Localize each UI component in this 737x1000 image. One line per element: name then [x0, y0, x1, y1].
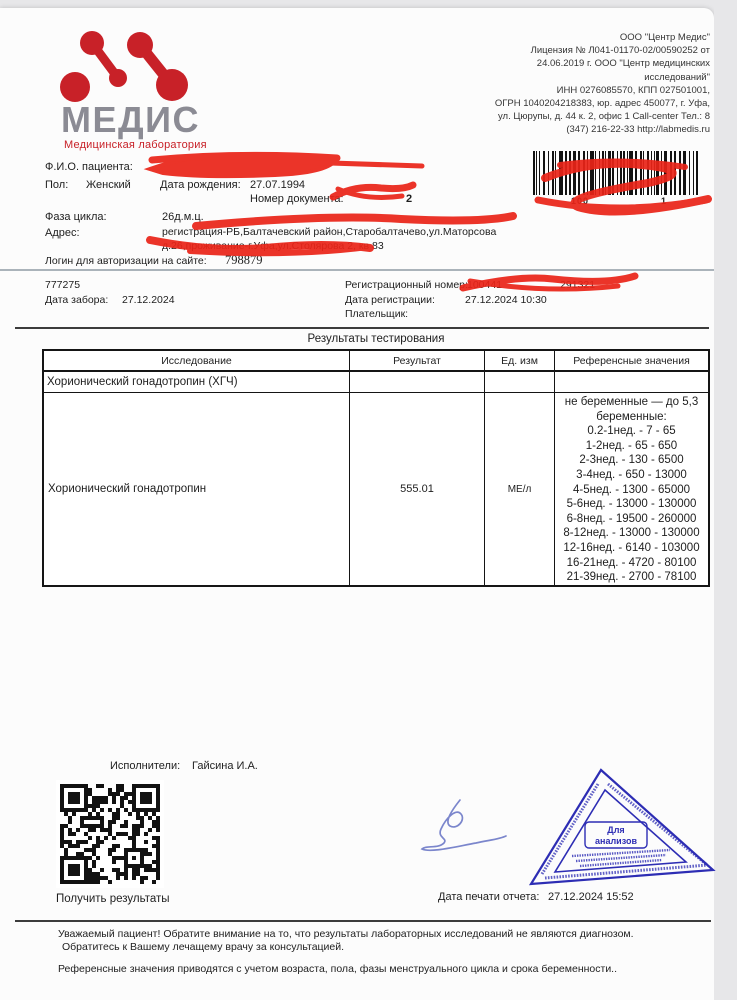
print-date-label: Дата печати отчета: — [438, 891, 540, 903]
stamp-for-analyses — [520, 760, 725, 895]
signature — [410, 792, 520, 854]
group-empty-result — [350, 372, 485, 392]
text-line: исследований" — [644, 71, 710, 83]
text-line: (347) 216-22-33 http://labmedis.ru — [566, 124, 710, 136]
text-line: беременные: — [596, 410, 667, 423]
birth-date-label: Дата рождения: — [160, 179, 241, 191]
patient-fio-label: Ф.И.О. пациента: — [45, 161, 133, 173]
table-header-row — [44, 351, 708, 372]
site-login-label: Логин для авторизации на сайте: — [45, 255, 207, 267]
text-line: 12-16нед. - 6140 - 103000 — [563, 541, 700, 554]
divider-patient — [0, 269, 714, 271]
reg-number-end: 291321 — [560, 279, 596, 291]
sample-date-label: Дата забора: — [45, 294, 109, 306]
text-line: ООО "Центр Медис" — [619, 32, 710, 43]
barcode-number-start: 100 — [570, 196, 589, 206]
text-line: Лицензия № Л041-01170-02/00590252 от — [530, 45, 710, 57]
footer-note-2: Обратитесь к Вашему лечащему врачу за консультацией. — [62, 941, 345, 953]
table-row — [44, 393, 708, 585]
group-empty-unit — [485, 372, 555, 392]
barcode — [533, 151, 705, 206]
reg-number-start: 100441 — [467, 279, 503, 291]
text-line: 1-2нед. - 65 - 650 — [585, 439, 678, 452]
group-name: Хорионический гонадотропин (ХГЧ) — [44, 372, 350, 392]
footer-note-1: Уважаемый пациент! Обратите внимание на то, что результаты лабораторных исследований не являются диагнозом. — [58, 928, 634, 940]
reg-date-value: 27.12.2024 10:30 — [465, 294, 547, 306]
address-line2: д.26,проживание-г.Уфа,ул.Столярова 2, кв 83 — [162, 240, 384, 252]
reg-number-value — [467, 279, 595, 291]
background-top-edge — [0, 0, 737, 8]
address-label: Адрес: — [45, 227, 80, 239]
birth-date-value: 27.07.1994 — [250, 179, 306, 191]
col-header-study: Исследование — [44, 351, 350, 370]
text-line: 0.2-1нед. - 7 - 65 — [587, 425, 676, 438]
site-login-value: 798879 — [225, 253, 263, 267]
stamp-text-line1: Для — [607, 825, 625, 835]
qr-code — [56, 780, 164, 888]
company-info — [400, 31, 710, 137]
sample-date-value: 27.12.2024 — [122, 294, 175, 306]
barcode-bars — [533, 151, 705, 195]
test-result: 555.01 — [350, 393, 485, 585]
col-header-unit: Ед. изм — [485, 351, 555, 370]
patient-sex-value: Женский — [86, 179, 131, 191]
print-date-value: 27.12.2024 15:52 — [548, 891, 634, 903]
barcode-number-redacted-gap — [589, 196, 661, 206]
payer-label: Плательщик: — [345, 308, 409, 320]
test-name: Хорионический гонадотропин — [44, 393, 350, 585]
barcode-number — [533, 196, 705, 206]
results-title: Результаты тестирования — [307, 333, 445, 345]
patient-sex-label: Пол: — [45, 179, 69, 191]
test-unit: МЕ/л — [485, 393, 555, 585]
brand-subtitle: Медицинская лаборатория — [64, 139, 207, 151]
text-line: не беременные — до 5,3 — [564, 396, 699, 408]
col-header-result: Результат — [350, 351, 485, 370]
col-header-reference: Референсные значения — [573, 354, 690, 367]
results-table — [42, 349, 710, 587]
address-line1: регистрация-РБ,Балтачевский район,Старобалтачево,ул.Маторсова — [162, 226, 497, 238]
cycle-phase-label: Фаза цикла: — [45, 211, 107, 223]
text-line: ИНН 0276085570, КПП 027501001, — [556, 84, 710, 96]
qr-caption: Получить результаты — [56, 893, 170, 905]
text-line: 8-12нед. - 13000 - 130000 — [563, 527, 700, 540]
text-line: 16-21нед. - 4720 - 80100 — [566, 556, 697, 569]
text-line: 21-39нед. - 2700 - 78100 — [566, 571, 697, 584]
text-line: ОГРН 1040204218383, юр. адрес 450077, г. Уфа, — [494, 98, 710, 110]
order-number: 777275 — [45, 279, 81, 291]
divider-footer — [15, 920, 711, 922]
text-line: 3-4нед. - 650 - 13000 — [576, 468, 687, 481]
group-empty-reference — [555, 372, 708, 392]
reg-number-label: Регистрационный номер: — [345, 279, 468, 291]
doc-number-label: Номер документа: — [250, 193, 344, 205]
table-group-row — [44, 372, 708, 393]
text-line: ул. Цюрупы, д. 44 к. 2, офис 1 Call-center Тел.: 8 — [498, 111, 710, 123]
stamp-text-line2: анализов — [595, 836, 637, 846]
executors-label: Исполнители: — [110, 760, 181, 772]
brand-name: МЕДИС — [61, 99, 201, 140]
executors-value: Гайсина И.А. — [192, 760, 258, 772]
footer-note-3: Референсные значения приводятся с учетом возраста, пола, фазы менструального цикла и срока беременности.. — [58, 963, 618, 975]
text-line: 5-6нед. - 13000 - 130000 — [566, 498, 697, 511]
text-line: 2-3нед. - 130 - 6500 — [579, 454, 684, 467]
text-line: 6-8нед. - 19500 - 260000 — [566, 512, 697, 525]
reg-date-label: Дата регистрации: — [345, 294, 435, 306]
text-line: 24.06.2019 г. ООО "Центр медицинских — [536, 58, 710, 70]
divider-results — [15, 327, 709, 329]
reference-values — [555, 393, 708, 585]
medis-logo-icon — [60, 25, 200, 105]
text-line: 4-5нед. - 1300 - 65000 — [572, 483, 691, 496]
barcode-number-end: 1 — [661, 196, 668, 206]
doc-number-visible-digit: 2 — [406, 193, 413, 205]
cycle-phase-value: 26д.м.ц. — [162, 211, 204, 223]
